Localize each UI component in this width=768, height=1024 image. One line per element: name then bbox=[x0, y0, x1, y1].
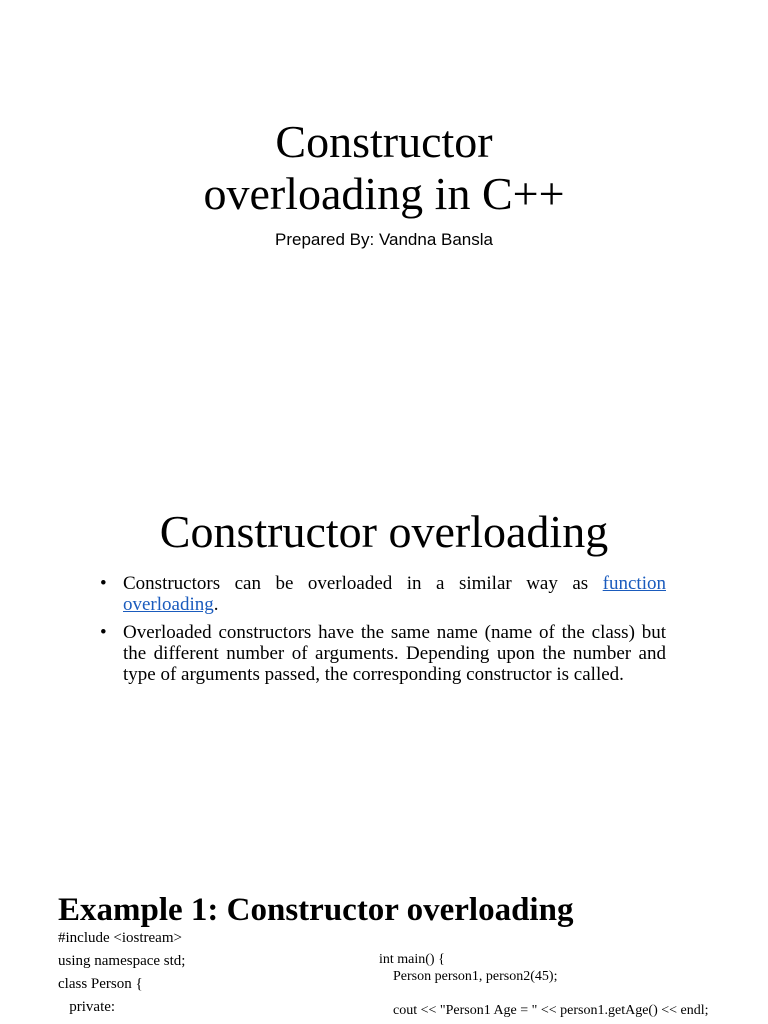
title-line-1: Constructor bbox=[275, 116, 493, 167]
title-slide-title bbox=[0, 116, 768, 220]
code-line bbox=[379, 985, 709, 1002]
code-line: int main() { bbox=[379, 952, 445, 967]
function-overloading-link[interactable]: function overloading bbox=[123, 573, 666, 615]
bullet-item bbox=[100, 573, 666, 615]
bullet-text: Overloaded constructors have the same name (name of the class) but the different number of arguments. Depending upon the number and type of arguments passed, the corresponding constructor is called. bbox=[123, 622, 666, 685]
example-heading: Example 1: Constructor overloading bbox=[58, 892, 574, 928]
code-line: Person person1, person2(45); bbox=[379, 969, 558, 984]
code-line: cout << "Person1 Age = " << person1.getAge() << endl; bbox=[379, 1003, 709, 1018]
bullet-dot-icon: • bbox=[100, 573, 107, 594]
bullet-end: . bbox=[213, 594, 219, 615]
bullet-text: Constructors can be overloaded in a similar way as bbox=[123, 573, 603, 594]
section-heading: Constructor overloading bbox=[159, 506, 609, 557]
code-block-right bbox=[379, 951, 709, 1019]
bullet-dot-icon: • bbox=[100, 622, 107, 643]
code-line: class Person { bbox=[58, 976, 143, 992]
code-line: private: bbox=[58, 999, 116, 1015]
code-line: #include <iostream> bbox=[58, 930, 182, 946]
title-line-2: overloading in C++ bbox=[203, 168, 565, 219]
code-line: using namespace std; bbox=[58, 953, 186, 969]
title-slide-subtitle: Prepared By: Vandna Bansla bbox=[275, 230, 493, 249]
bullet-item bbox=[100, 622, 666, 685]
bullet-list bbox=[100, 573, 666, 692]
code-block-left bbox=[58, 927, 185, 1019]
